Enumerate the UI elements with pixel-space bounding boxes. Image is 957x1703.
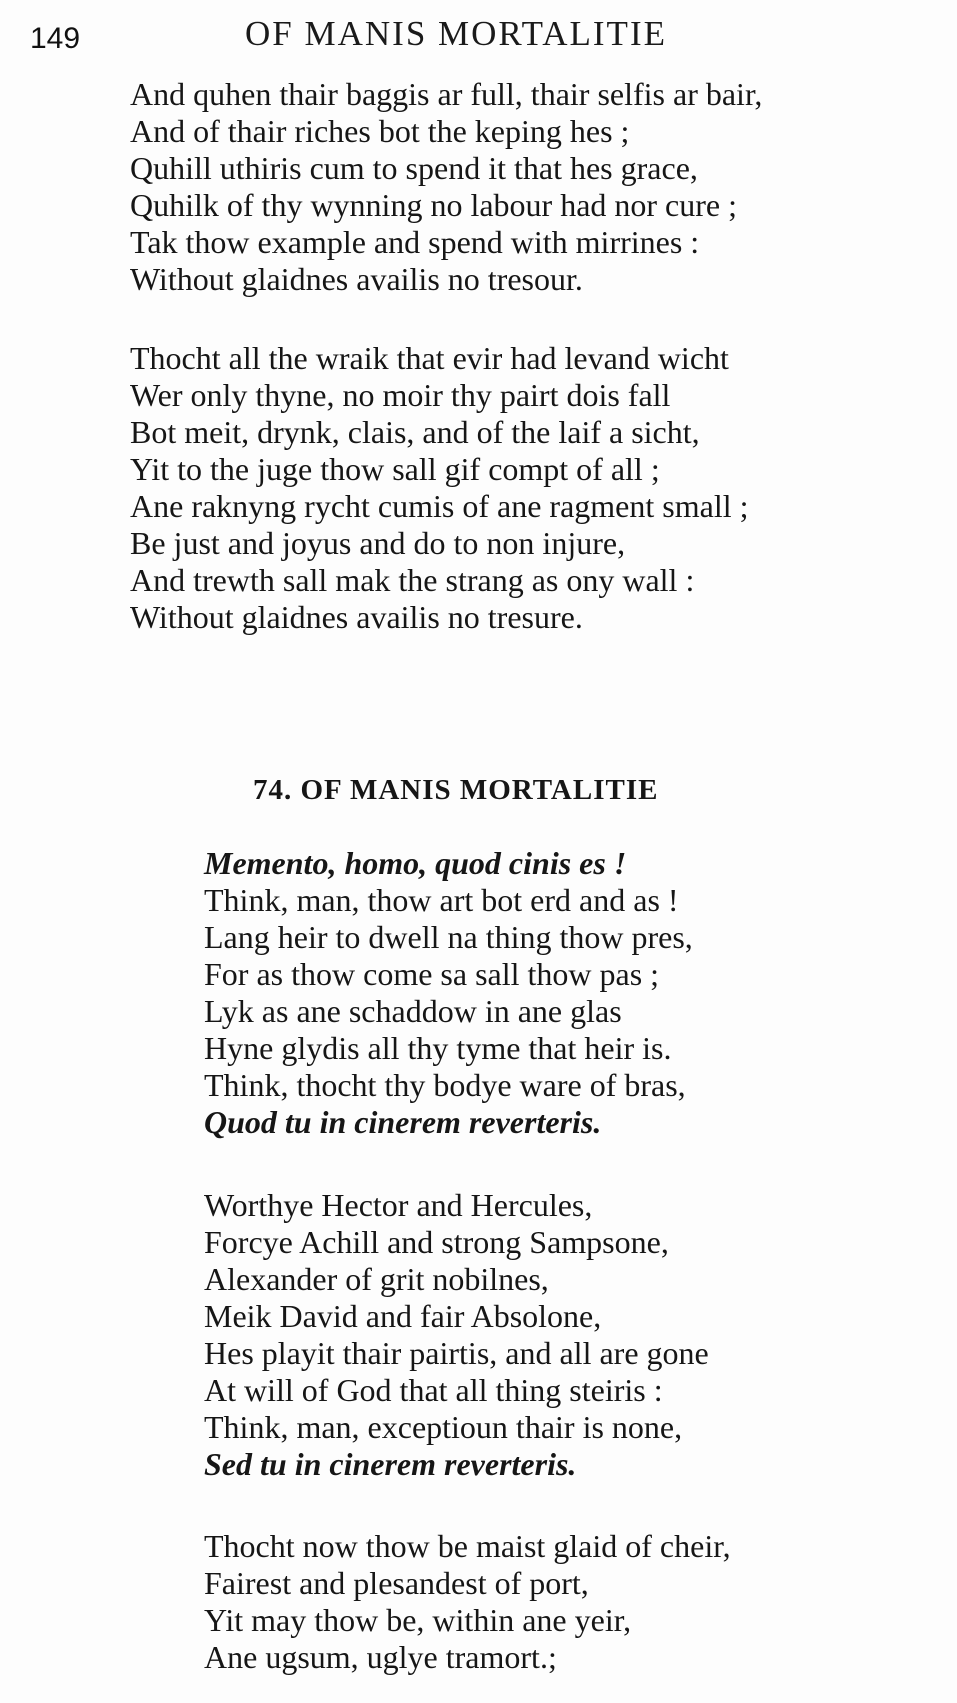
verse-line: Think, thocht thy bodye ware of bras, — [204, 1067, 686, 1103]
running-head: OF MANIS MORTALITIE — [245, 14, 667, 53]
verse-line: Tak thow example and spend with mirrines : — [130, 224, 700, 260]
verse-line: Alexander of grit nobilnes, — [204, 1261, 549, 1297]
stanza-1 — [130, 76, 762, 298]
latin-refrain: Sed tu in cinerem reverteris. — [204, 1446, 577, 1482]
verse-line: And of thair riches bot the keping hes ; — [130, 113, 630, 149]
verse-line: Meik David and fair Absolone, — [204, 1298, 602, 1334]
verse-line: For as thow come sa sall thow pas ; — [204, 956, 660, 992]
verse-line: Think, man, exceptioun thair is none, — [204, 1409, 683, 1445]
verse-line: Hyne glydis all thy tyme that heir is. — [204, 1030, 672, 1066]
page-number: 149 — [30, 22, 81, 55]
verse-line: Be just and joyus and do to non injure, — [130, 525, 626, 561]
verse-line: Yit may thow be, within ane yeir, — [204, 1602, 632, 1638]
verse-line: Worthye Hector and Hercules, — [204, 1187, 593, 1223]
verse-line: Thocht all the wraik that evir had levand wicht — [130, 340, 729, 376]
verse-line: Lyk as ane schaddow in ane glas — [204, 993, 622, 1029]
verse-line: Without glaidnes availis no tresour. — [130, 261, 583, 297]
verse-line: Lang heir to dwell na thing thow pres, — [204, 919, 693, 955]
verse-line: At will of God that all thing steiris : — [204, 1372, 663, 1408]
verse-line: Ane ugsum, uglye tramort.; — [204, 1639, 557, 1675]
verse-line: Think, man, thow art bot erd and as ! — [204, 882, 679, 918]
poem-title: 74. OF MANIS MORTALITIE — [253, 774, 659, 806]
verse-line: Without glaidnes availis no tresure. — [130, 599, 583, 635]
verse-line: Yit to the juge thow sall gif compt of all ; — [130, 451, 660, 487]
latin-refrain: Quod tu in cinerem reverteris. — [204, 1104, 602, 1140]
verse-line: Bot meit, drynk, clais, and of the laif a sicht, — [130, 414, 700, 450]
verse-line: Ane raknyng rycht cumis of ane ragment small ; — [130, 488, 749, 524]
stanza-3 — [204, 845, 693, 1141]
verse-line: Fairest and plesandest of port, — [204, 1565, 589, 1601]
verse-line: Forcye Achill and strong Sampsone, — [204, 1224, 669, 1260]
stanza-5 — [204, 1528, 731, 1676]
verse-line: Thocht now thow be maist glaid of cheir, — [204, 1528, 731, 1564]
verse-line: And quhen thair baggis ar full, thair selfis ar bair, — [130, 76, 763, 112]
verse-line: Quhill uthiris cum to spend it that hes grace, — [130, 150, 698, 186]
stanza-4 — [204, 1187, 709, 1483]
latin-epigraph: Memento, homo, quod cinis es ! — [204, 845, 627, 881]
verse-line: Hes playit thair pairtis, and all are gone — [204, 1335, 709, 1371]
stanza-2 — [130, 340, 748, 636]
verse-line: And trewth sall mak the strang as ony wall : — [130, 562, 695, 598]
verse-line: Wer only thyne, no moir thy pairt dois fall — [130, 377, 671, 413]
verse-line: Quhilk of thy wynning no labour had nor cure ; — [130, 187, 737, 223]
